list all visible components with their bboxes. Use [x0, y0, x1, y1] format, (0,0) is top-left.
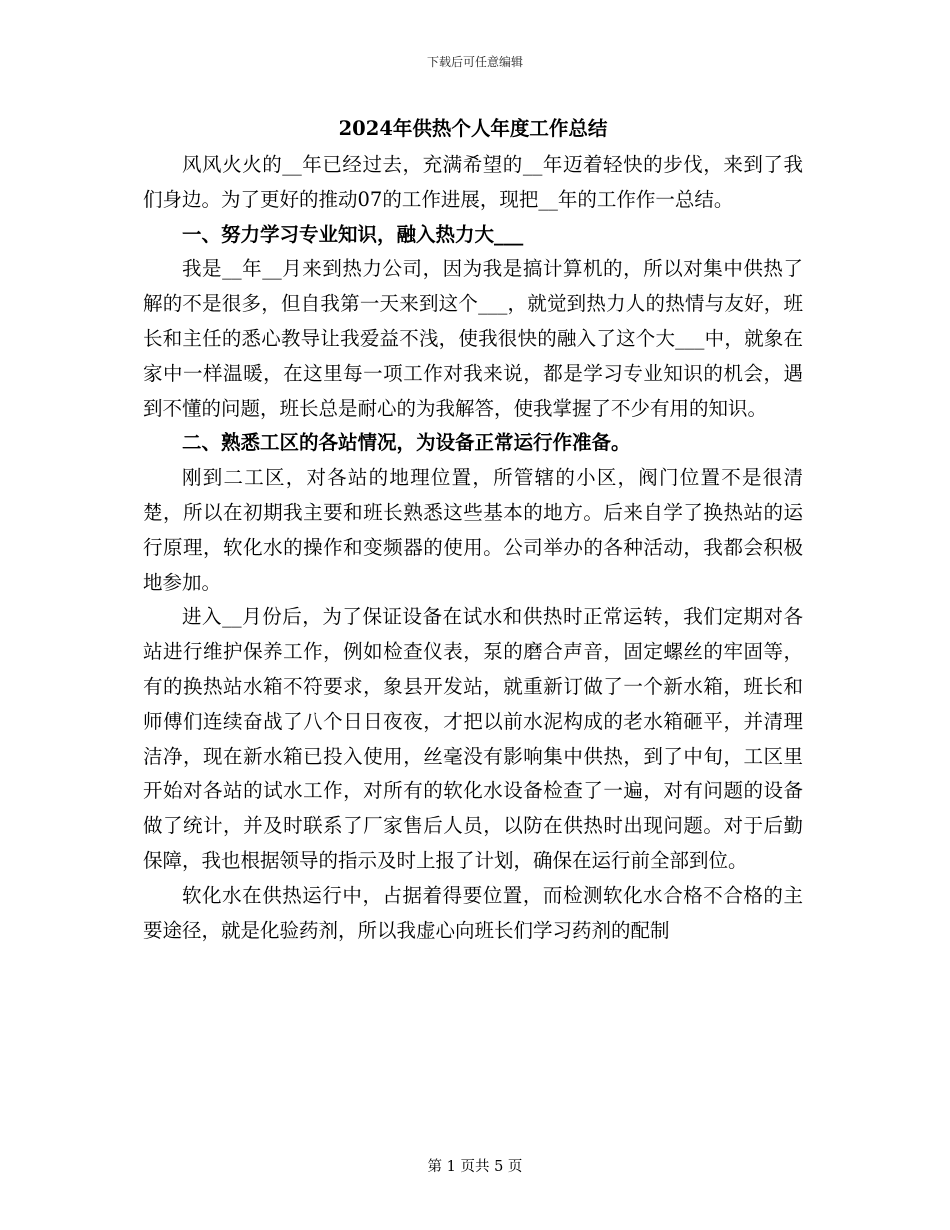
document-body: [143, 112, 803, 948]
paragraph-section-1: 我是__年__月来到热力公司，因为我是搞计算机的，所以对集中供热了解的不是很多，但自我第一天来到这个___，就觉到热力人的热情与友好，班长和主任的悉心教导让我爱益不浅，使我很快的融入了这个大___中，就象在家中一样温暖，在这里每一项工作对我来说，都是学习专业知识的机会，遇到不懂的问题，班长总是耐心的为我解答，使我掌握了不少有用的知识。: [143, 257, 803, 420]
paragraph-intro: 风风火火的__年已经过去，充满希望的__年迈着轻快的步伐，来到了我们身边。为了更好的推动07的工作进展，现把__年的工作作一总结。: [143, 153, 803, 211]
paragraph-section-2b: 进入__月份后，为了保证设备在试水和供热时正常运转，我们定期对各站进行维护保养工作，例如检查仪表，泵的磨合声音，固定螺丝的牢固等，有的换热站水箱不符要求，象县开发站，就重新订做了一个新水箱，班长和师傅们连续奋战了八个日日夜夜，才把以前水泥构成的老水箱砸平，并清理洁净，现在新水箱已投入使用，丝毫没有影响集中供热，到了中旬，工区里开始对各站的试水工作，对所有的软化水设备检查了一遍，对有问题的设备做了统计，并及时联系了厂家售后人员，以防在供热时出现问题。对于后勤保障，我也根据领导的指示及时上报了计划，确保在运行前全部到位。: [143, 605, 803, 872]
section-heading-2: 二、熟悉工区的各站情况，为设备正常运行作准备。: [182, 431, 631, 455]
document-title: 2024年供热个人年度工作总结: [338, 117, 608, 140]
paragraph-section-2a: 刚到二工区，对各站的地理位置，所管辖的小区，阀门位置不是很清楚，所以在初期我主要和班长熟悉这些基本的地方。后来自学了换热站的运行原理，软化水的操作和变频器的使用。公司举办的各种活动，我都会积极地参加。: [143, 466, 803, 594]
header-note: 下载后可任意编辑: [426, 55, 523, 69]
section-heading-1: 一、努力学习专业知识，融入热力大___: [182, 222, 524, 246]
page-number: 第 1 页共 5 页: [427, 1159, 523, 1175]
paragraph-section-2c: 软化水在供热运行中，占据着得要位置，而检测软化水合格不合格的主要途径，就是化验药剂，所以我虚心向班长们学习药剂的配制: [143, 883, 803, 942]
